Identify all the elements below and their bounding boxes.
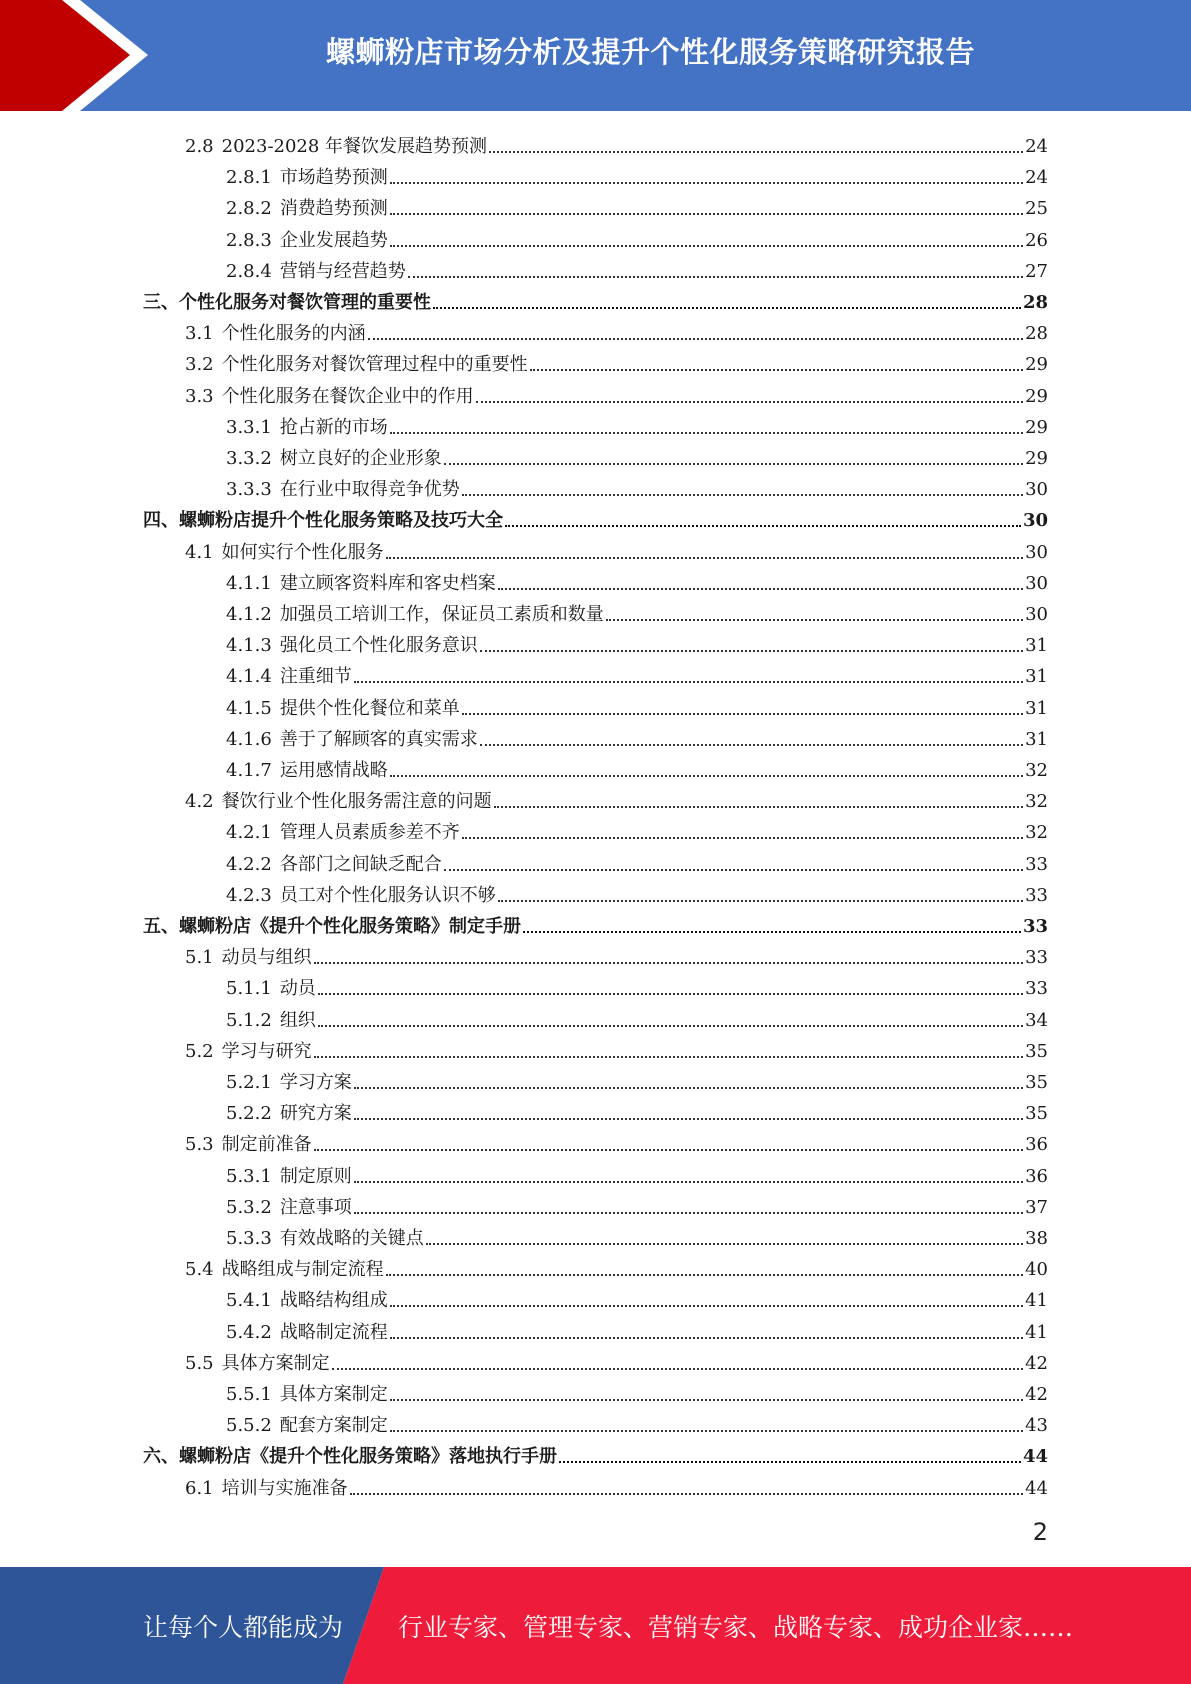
header-arrow-icon bbox=[0, 0, 160, 111]
toc-entry[interactable] bbox=[226, 1001, 1048, 1032]
toc-dot-leader bbox=[408, 276, 1023, 278]
toc-entry[interactable] bbox=[185, 314, 1048, 345]
toc-entry-number: 5.5 bbox=[185, 1352, 214, 1374]
toc-entry-number: 4.1.2 bbox=[226, 604, 272, 625]
toc-entry-number: 5.2 bbox=[185, 1040, 214, 1062]
toc-dot-leader bbox=[462, 494, 1023, 496]
toc-entry-title: 研究方案 bbox=[279, 1103, 352, 1125]
toc-entry-page: 29 bbox=[1025, 354, 1048, 376]
toc-entry-page: 28 bbox=[1022, 292, 1048, 313]
toc-entry-number: 5.3.1 bbox=[226, 1165, 272, 1187]
toc-entry-title: 运用感情战略 bbox=[279, 760, 388, 781]
toc-entry[interactable] bbox=[185, 782, 1048, 813]
toc-entry-title: 强化员工个性化服务意识 bbox=[279, 635, 478, 657]
toc-entry-number: 4.2.3 bbox=[226, 884, 272, 906]
toc-entry-number: 3.3.1 bbox=[226, 416, 272, 438]
toc-entry[interactable] bbox=[226, 969, 1048, 1000]
toc-entry[interactable] bbox=[185, 1125, 1048, 1156]
toc-entry-page: 33 bbox=[1025, 884, 1048, 906]
page-number: 2 bbox=[1032, 1518, 1048, 1546]
toc-entry-number: 2.8.4 bbox=[226, 260, 272, 282]
toc-entry-page: 35 bbox=[1025, 1103, 1048, 1125]
toc-entry[interactable] bbox=[226, 657, 1048, 688]
toc-dot-leader bbox=[354, 1087, 1023, 1089]
toc-entry-page: 43 bbox=[1025, 1415, 1048, 1437]
toc-entry[interactable] bbox=[226, 1281, 1048, 1312]
toc-entry-page: 41 bbox=[1025, 1321, 1048, 1343]
toc-entry[interactable] bbox=[226, 845, 1048, 876]
toc-entry-title: 战略制定流程 bbox=[279, 1321, 388, 1343]
toc-entry-title: 提供个性化餐位和菜单 bbox=[279, 697, 460, 719]
toc-entry[interactable] bbox=[226, 564, 1048, 595]
toc-dot-leader bbox=[314, 1056, 1023, 1058]
toc-entry-title: 消费趋势预测 bbox=[279, 198, 388, 220]
page-header bbox=[0, 0, 1191, 111]
toc-entry-page: 36 bbox=[1025, 1134, 1048, 1156]
toc-entry-title: 螺蛳粉店提升个性化服务策略及技巧大全 bbox=[179, 510, 503, 532]
toc-entry[interactable] bbox=[226, 1063, 1048, 1094]
toc-entry[interactable] bbox=[226, 1219, 1048, 1250]
toc-dot-leader bbox=[390, 1337, 1023, 1339]
toc-entry[interactable] bbox=[143, 501, 1048, 532]
toc-dot-leader bbox=[386, 1274, 1023, 1276]
toc-entry[interactable] bbox=[185, 377, 1048, 408]
toc-entry-title: 个性化服务对餐饮管理的重要性 bbox=[179, 292, 431, 313]
toc-dot-leader bbox=[390, 182, 1023, 184]
toc-dot-leader bbox=[386, 557, 1023, 559]
toc-entry-page: 44 bbox=[1022, 1446, 1048, 1468]
toc-entry-number: 5.2.2 bbox=[226, 1103, 272, 1125]
toc-entry-title: 学习与研究 bbox=[221, 1040, 312, 1062]
toc-entry-title: 战略组成与制定流程 bbox=[221, 1259, 384, 1281]
toc-entry-title: 螺蛳粉店《提升个性化服务策略》制定手册 bbox=[179, 916, 521, 937]
toc-entry-number: 5.5.1 bbox=[226, 1384, 272, 1405]
toc-entry-title: 企业发展趋势 bbox=[279, 229, 388, 251]
toc-entry[interactable] bbox=[226, 158, 1048, 189]
toc-entry-page: 30 bbox=[1025, 604, 1048, 625]
toc-entry-page: 36 bbox=[1025, 1165, 1048, 1187]
toc-entry-number: 5.1.2 bbox=[226, 1009, 272, 1031]
toc-entry[interactable] bbox=[143, 1437, 1048, 1468]
toc-dot-leader bbox=[390, 213, 1023, 215]
toc-dot-leader bbox=[444, 869, 1023, 871]
toc-entry-number: 六、 bbox=[143, 1446, 179, 1468]
toc-entry-page: 25 bbox=[1025, 198, 1048, 220]
toc-entry-title: 各部门之间缺乏配合 bbox=[279, 853, 442, 875]
toc-dot-leader bbox=[332, 1368, 1023, 1370]
toc-dot-leader bbox=[390, 432, 1023, 434]
toc-entry-title: 抢占新的市场 bbox=[279, 416, 388, 438]
toc-entry-page: 33 bbox=[1025, 853, 1048, 875]
toc-entry-number: 3.1 bbox=[185, 323, 214, 345]
toc-entry-page: 35 bbox=[1025, 1072, 1048, 1093]
toc-entry-title: 管理人员素质参差不齐 bbox=[279, 822, 460, 844]
toc-entry-number: 5.3.3 bbox=[226, 1228, 272, 1249]
toc-entry-title: 螺蛳粉店《提升个性化服务策略》落地执行手册 bbox=[179, 1446, 557, 1468]
toc-entry-number: 5.1.1 bbox=[226, 978, 272, 1000]
toc-entry-title: 制定前准备 bbox=[221, 1134, 312, 1156]
toc-entry-number: 3.2 bbox=[185, 354, 214, 376]
toc-dot-leader bbox=[462, 713, 1023, 715]
toc-dot-leader bbox=[354, 1212, 1023, 1214]
toc-entry-number: 2.8.2 bbox=[226, 198, 272, 220]
toc-dot-leader bbox=[350, 1493, 1023, 1495]
toc-entry-title: 学习方案 bbox=[279, 1072, 352, 1093]
toc-dot-leader bbox=[318, 1025, 1023, 1027]
toc-entry[interactable] bbox=[226, 1157, 1048, 1188]
toc-entry-number: 3.3 bbox=[185, 385, 214, 407]
toc-entry-page: 33 bbox=[1025, 947, 1048, 969]
toc-entry-page: 24 bbox=[1025, 136, 1048, 157]
toc-entry-page: 41 bbox=[1025, 1290, 1048, 1312]
toc-entry-title: 员工对个性化服务认识不够 bbox=[279, 884, 496, 906]
toc-entry-page: 24 bbox=[1025, 167, 1048, 189]
toc-entry-title: 具体方案制定 bbox=[221, 1352, 330, 1374]
toc-entry-title: 2023-2028 年餐饮发展趋势预测 bbox=[221, 136, 488, 157]
toc-entry[interactable] bbox=[226, 1406, 1048, 1437]
toc-dot-leader bbox=[476, 401, 1023, 403]
toc-entry[interactable] bbox=[185, 938, 1048, 969]
toc-dot-leader bbox=[390, 775, 1023, 777]
toc-dot-leader bbox=[480, 650, 1023, 652]
toc-entry-page: 31 bbox=[1025, 697, 1048, 719]
toc-dot-leader bbox=[426, 1243, 1023, 1245]
toc-entry-page: 30 bbox=[1025, 572, 1048, 594]
toc-entry-title: 在行业中取得竞争优势 bbox=[279, 479, 460, 501]
toc-entry[interactable] bbox=[226, 751, 1048, 782]
toc-entry-page: 35 bbox=[1025, 1040, 1048, 1062]
toc-dot-leader bbox=[505, 525, 1021, 527]
toc-entry-number: 5.5.2 bbox=[226, 1415, 272, 1437]
toc-dot-leader bbox=[390, 1430, 1023, 1432]
toc-entry[interactable] bbox=[226, 626, 1048, 657]
toc-entry[interactable] bbox=[185, 1469, 1048, 1500]
toc-dot-leader bbox=[314, 962, 1023, 964]
toc-entry-title: 市场趋势预测 bbox=[279, 167, 388, 189]
toc-dot-leader bbox=[444, 463, 1023, 465]
toc-entry-number: 4.1.1 bbox=[226, 572, 272, 594]
toc-entry-title: 有效战略的关键点 bbox=[279, 1228, 424, 1249]
toc-entry-page: 29 bbox=[1025, 448, 1048, 469]
toc-entry[interactable] bbox=[185, 127, 1048, 158]
toc-entry[interactable] bbox=[226, 439, 1048, 470]
toc-entry-page: 44 bbox=[1025, 1477, 1048, 1499]
toc-entry-page: 33 bbox=[1025, 978, 1048, 1000]
toc-entry[interactable] bbox=[143, 907, 1048, 938]
toc-entry-number: 3.3.3 bbox=[226, 479, 272, 501]
toc-entry-page: 30 bbox=[1022, 510, 1048, 532]
toc-entry-number: 3.3.2 bbox=[226, 448, 272, 469]
toc-entry-number: 4.1.4 bbox=[226, 666, 272, 688]
toc-dot-leader bbox=[390, 245, 1023, 247]
toc-entry-page: 33 bbox=[1022, 916, 1048, 937]
toc-entry-page: 38 bbox=[1025, 1228, 1048, 1249]
toc-entry-page: 29 bbox=[1025, 416, 1048, 438]
toc-entry-title: 个性化服务的内涵 bbox=[221, 323, 366, 345]
toc-dot-leader bbox=[462, 837, 1023, 839]
toc-entry-page: 42 bbox=[1025, 1352, 1048, 1374]
toc-dot-leader bbox=[498, 588, 1023, 590]
report-title: 螺蛳粉店市场分析及提升个性化服务策略研究报告 bbox=[325, 34, 975, 69]
toc-dot-leader bbox=[354, 1181, 1023, 1183]
toc-entry[interactable] bbox=[143, 283, 1048, 314]
toc-entry[interactable] bbox=[226, 595, 1048, 626]
toc-entry-number: 5.4.2 bbox=[226, 1321, 272, 1343]
toc-entry-number: 2.8.1 bbox=[226, 167, 272, 189]
toc-dot-leader bbox=[530, 369, 1023, 371]
toc-entry-title: 动员 bbox=[279, 978, 316, 1000]
toc-entry-page: 27 bbox=[1025, 260, 1048, 282]
toc-dot-leader bbox=[480, 744, 1023, 746]
toc-entry-page: 30 bbox=[1025, 479, 1048, 501]
toc-entry-page: 28 bbox=[1025, 323, 1048, 345]
toc-dot-leader bbox=[606, 619, 1023, 621]
toc-entry[interactable] bbox=[226, 813, 1048, 844]
toc-entry-title: 个性化服务对餐饮管理过程中的重要性 bbox=[221, 354, 528, 376]
toc-entry-title: 制定原则 bbox=[279, 1165, 352, 1187]
toc-entry-title: 营销与经营趋势 bbox=[279, 260, 406, 282]
toc-entry-page: 30 bbox=[1025, 541, 1048, 563]
toc-entry-title: 善于了解顾客的真实需求 bbox=[279, 728, 478, 750]
toc-dot-leader bbox=[368, 338, 1023, 340]
toc-entry-page: 32 bbox=[1025, 791, 1048, 813]
footer-slogan-left: 让每个人都能成为 bbox=[143, 1612, 344, 1642]
toc-entry[interactable] bbox=[226, 189, 1048, 220]
toc-dot-leader bbox=[498, 900, 1023, 902]
toc-entry-title: 组织 bbox=[279, 1009, 316, 1031]
toc-entry-number: 2.8 bbox=[185, 136, 214, 157]
toc-entry[interactable] bbox=[185, 345, 1048, 376]
toc-entry-page: 37 bbox=[1025, 1196, 1048, 1218]
toc-entry[interactable] bbox=[226, 252, 1048, 283]
toc-dot-leader bbox=[390, 1305, 1023, 1307]
toc-entry[interactable] bbox=[185, 1032, 1048, 1063]
toc-entry-page: 32 bbox=[1025, 760, 1048, 781]
toc-entry[interactable] bbox=[185, 533, 1048, 564]
toc-entry[interactable] bbox=[226, 876, 1048, 907]
toc-entry-number: 4.1.7 bbox=[226, 760, 272, 781]
toc-entry[interactable] bbox=[185, 1250, 1048, 1281]
toc-entry-page: 31 bbox=[1025, 728, 1048, 750]
toc-entry-number: 5.1 bbox=[185, 947, 214, 969]
toc-dot-leader bbox=[314, 1149, 1023, 1151]
toc-entry[interactable] bbox=[226, 689, 1048, 720]
toc-entry-number: 三、 bbox=[143, 292, 179, 313]
footer-slogan-right: 行业专家、管理专家、营销专家、战略专家、成功企业家…… bbox=[398, 1612, 1074, 1642]
toc-entry[interactable] bbox=[226, 221, 1048, 252]
toc-entry-title: 餐饮行业个性化服务需注意的问题 bbox=[221, 791, 492, 813]
toc-entry[interactable] bbox=[226, 1094, 1048, 1125]
toc-dot-leader bbox=[354, 681, 1023, 683]
toc-dot-leader bbox=[559, 1461, 1021, 1463]
toc-entry-number: 5.4.1 bbox=[226, 1290, 272, 1312]
toc-entry-title: 注意事项 bbox=[279, 1196, 352, 1218]
toc-entry-page: 26 bbox=[1025, 229, 1048, 251]
toc-entry-page: 34 bbox=[1025, 1009, 1048, 1031]
toc-entry[interactable] bbox=[226, 1375, 1048, 1406]
toc-entry-title: 树立良好的企业形象 bbox=[279, 448, 442, 469]
toc-entry-title: 培训与实施准备 bbox=[221, 1477, 348, 1499]
toc-entry-number: 5.3 bbox=[185, 1134, 214, 1156]
toc-entry-number: 4.1.3 bbox=[226, 635, 272, 657]
toc-entry-title: 战略结构组成 bbox=[279, 1290, 388, 1312]
toc-entry[interactable] bbox=[185, 1344, 1048, 1375]
toc-entry[interactable] bbox=[226, 470, 1048, 501]
toc-entry-number: 4.1 bbox=[185, 541, 214, 563]
toc-entry-number: 5.2.1 bbox=[226, 1072, 272, 1093]
toc-dot-leader bbox=[354, 1118, 1023, 1120]
toc-dot-leader bbox=[494, 806, 1023, 808]
toc-entry-title: 配套方案制定 bbox=[279, 1415, 388, 1437]
toc-entry-number: 2.8.3 bbox=[226, 229, 272, 251]
toc-entry-page: 29 bbox=[1025, 385, 1048, 407]
toc-entry-number: 4.1.6 bbox=[226, 728, 272, 750]
toc-entry[interactable] bbox=[226, 1188, 1048, 1219]
toc-entry-title: 加强员工培训工作，保证员工素质和数量 bbox=[279, 604, 604, 625]
toc-entry-number: 四、 bbox=[143, 510, 179, 532]
toc-entry-title: 注重细节 bbox=[279, 666, 352, 688]
page-footer bbox=[0, 1567, 1191, 1684]
toc-entry-title: 建立顾客资料库和客史档案 bbox=[279, 572, 496, 594]
toc-entry-number: 5.4 bbox=[185, 1259, 214, 1281]
toc-entry-number: 6.1 bbox=[185, 1477, 214, 1499]
toc-entry-number: 4.2 bbox=[185, 791, 214, 813]
toc-entry-title: 个性化服务在餐饮企业中的作用 bbox=[221, 385, 474, 407]
toc-entry-number: 五、 bbox=[143, 916, 179, 937]
toc-entry-title: 动员与组织 bbox=[221, 947, 312, 969]
toc-entry[interactable] bbox=[226, 720, 1048, 751]
toc-entry-number: 4.2.2 bbox=[226, 853, 272, 875]
toc-entry-page: 31 bbox=[1025, 635, 1048, 657]
toc-entry-page: 42 bbox=[1025, 1384, 1048, 1405]
toc-entry-number: 5.3.2 bbox=[226, 1196, 272, 1218]
toc-entry-number: 4.1.5 bbox=[226, 697, 272, 719]
toc-dot-leader bbox=[390, 1399, 1023, 1401]
toc-entry-page: 40 bbox=[1025, 1259, 1048, 1281]
toc-entry-number: 4.2.1 bbox=[226, 822, 272, 844]
toc-entry-title: 具体方案制定 bbox=[279, 1384, 388, 1405]
toc-entry[interactable] bbox=[226, 1313, 1048, 1344]
toc-entry[interactable] bbox=[226, 408, 1048, 439]
toc-entry-title: 如何实行个性化服务 bbox=[221, 541, 384, 563]
toc-entry-page: 32 bbox=[1025, 822, 1048, 844]
toc-dot-leader bbox=[523, 931, 1021, 933]
toc-dot-leader bbox=[489, 151, 1023, 153]
toc-dot-leader bbox=[318, 993, 1023, 995]
toc-dot-leader bbox=[433, 307, 1021, 309]
toc-entry-page: 31 bbox=[1025, 666, 1048, 688]
